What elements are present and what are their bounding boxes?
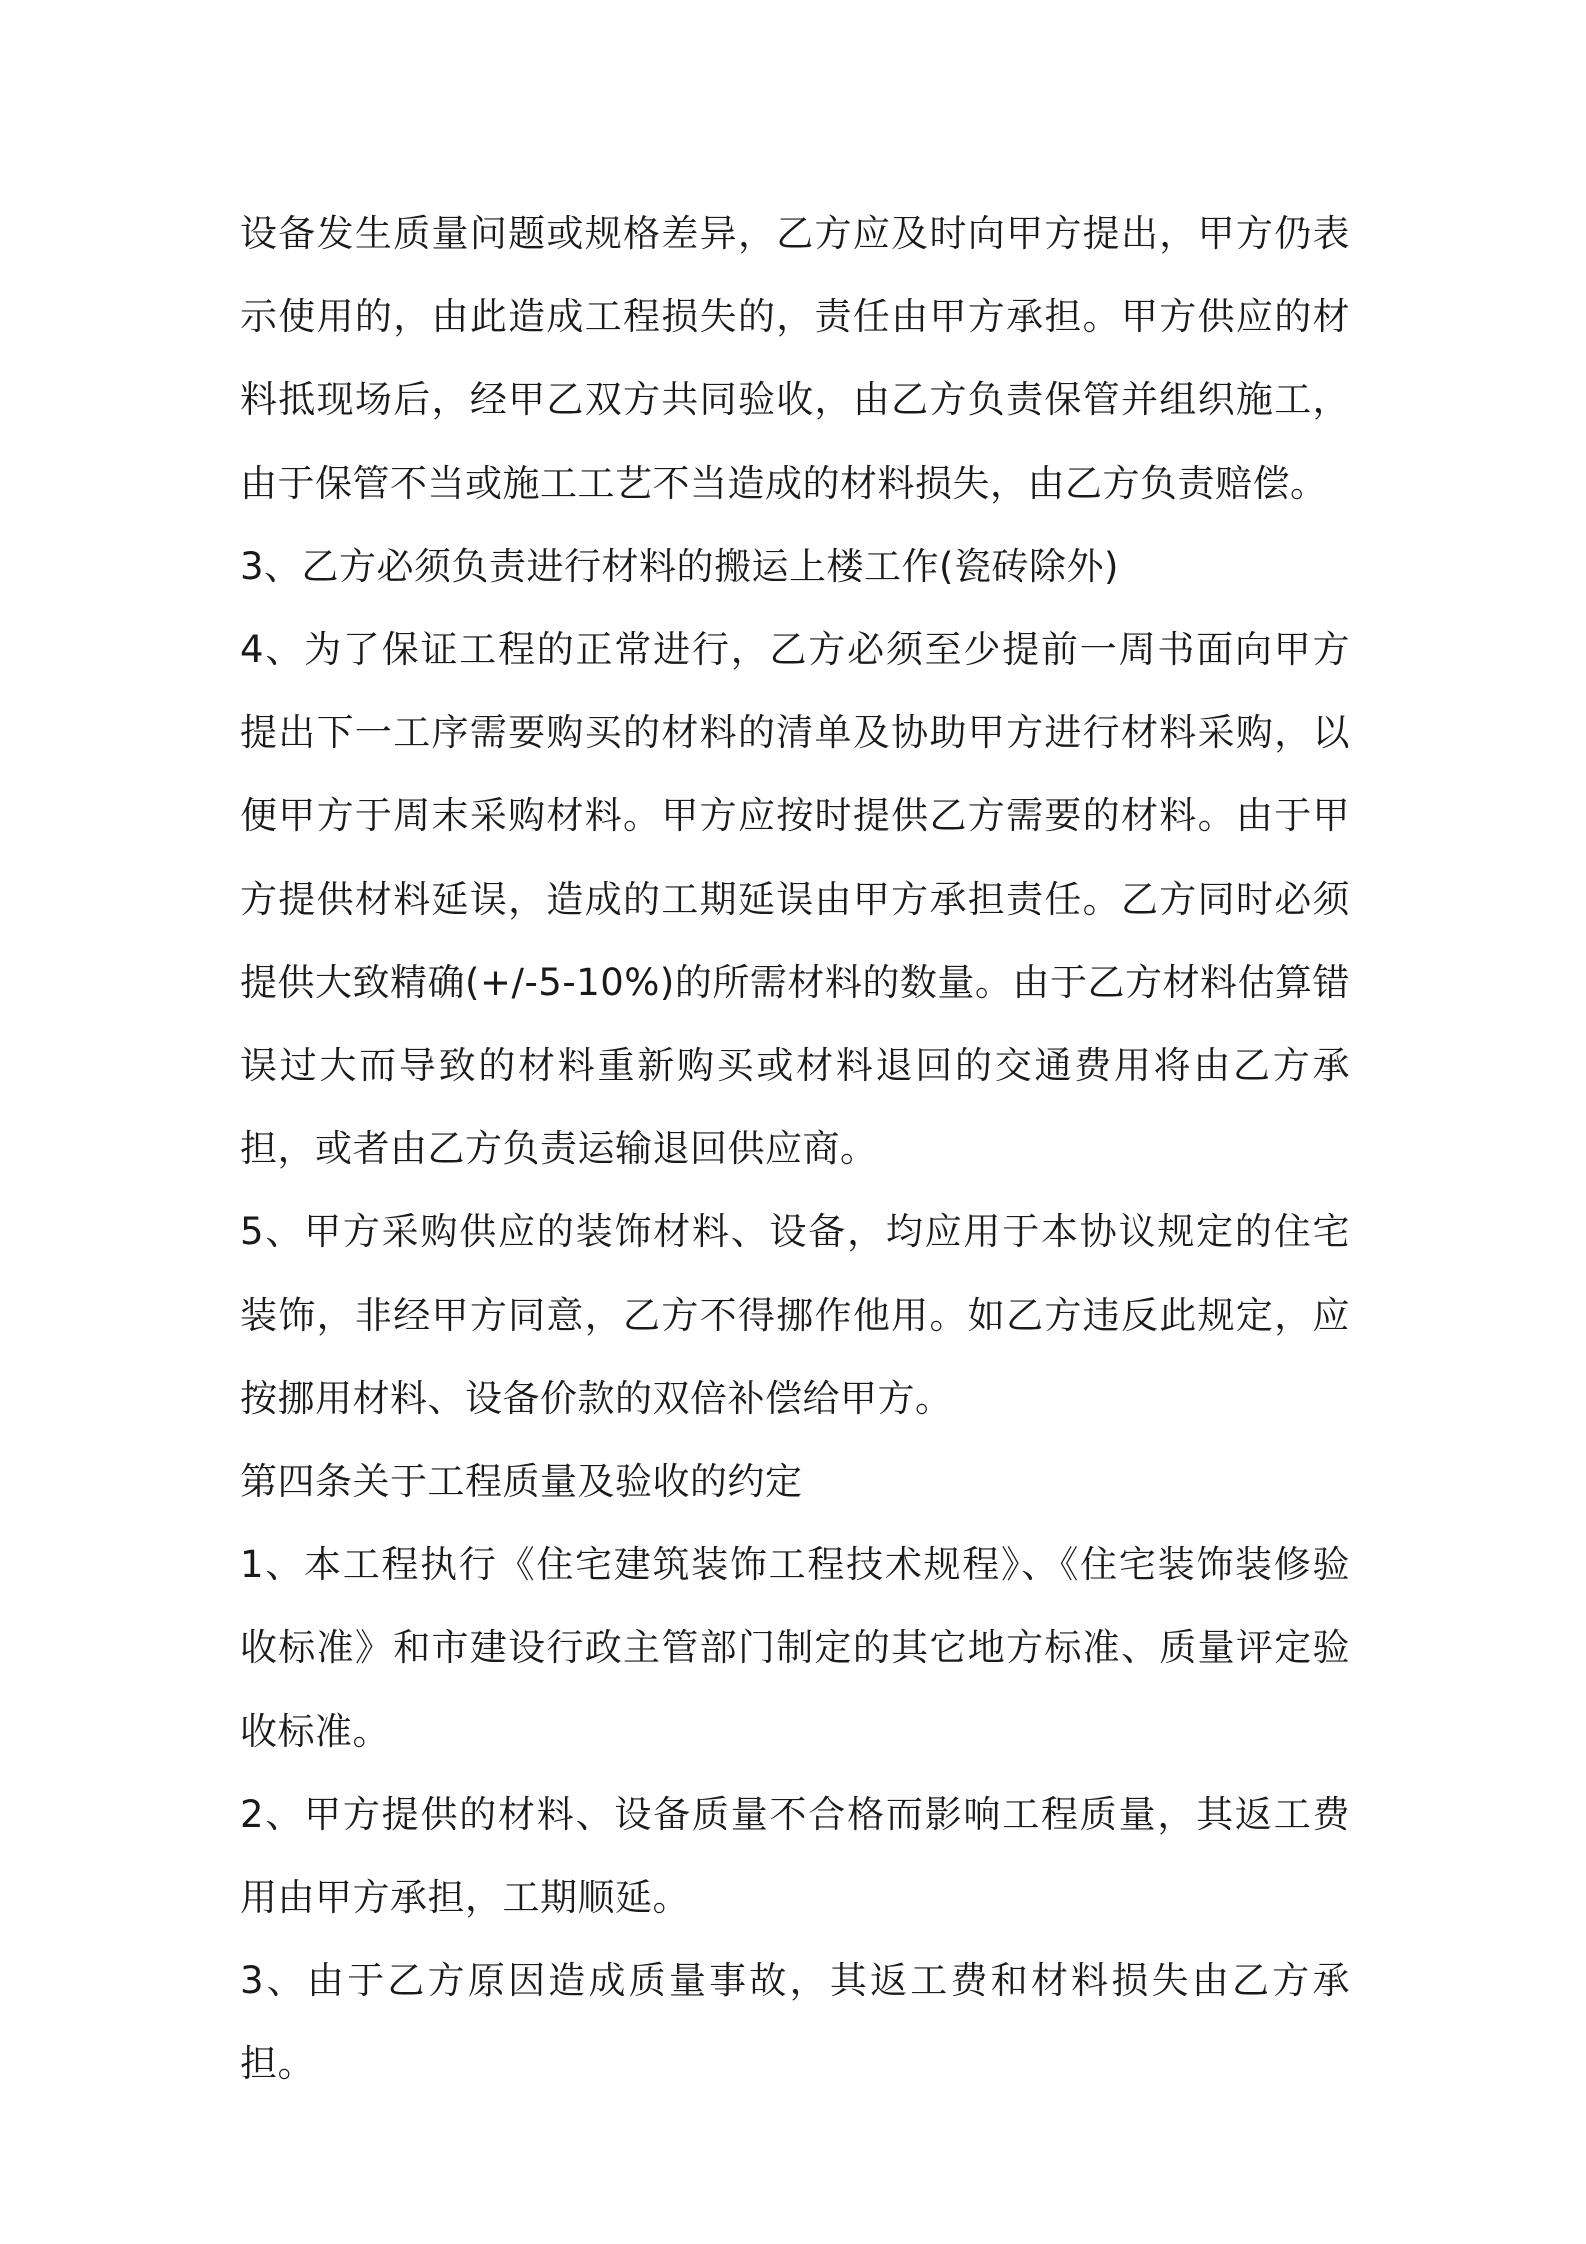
paragraph-item-4-procurement: 4、为了保证工程的正常进行，乙方必须至少提前一周书面向甲方提出下一工序需要购买的材料的清单及协助甲方进行材料采购，以便甲方于周末采购材料。甲方应按时提供乙方需要的材料。由于甲方提供材料延误，造成的工期延误由甲方承担责任。乙方同时必须提供大致精确(+/-5-10%)的所需材料的数量。由于乙方材料估算错误过大而导致的材料重新购买或材料退回的交通费用将由乙方承担，或者由乙方负责运输退回供应商。	[240, 628, 1350, 1171]
paragraph-quality-item-2: 2、甲方提供的材料、设备质量不合格而影响工程质量，其返工费用由甲方承担，工期顺延。	[240, 1792, 1350, 1920]
paragraph-item-5-usage: 5、甲方采购供应的装饰材料、设备，均应用于本协议规定的住宅装饰，非经甲方同意，乙方不得挪作他用。如乙方违反此规定，应按挪用材料、设备价款的双倍补偿给甲方。	[240, 1210, 1350, 1420]
paragraph-quality-item-3: 3、由于乙方原因造成质量事故，其返工费和材料损失由乙方承担。	[240, 1959, 1350, 2086]
section-heading-article-4: 第四条关于工程质量及验收的约定	[240, 1460, 803, 1504]
paragraph-quality-item-1: 1、本工程执行《住宅建筑装饰工程技术规程》、《住宅装饰装修验收标准》和市建设行政主管部门制定的其它地方标准、质量评定验收标准。	[240, 1543, 1350, 1753]
paragraph-material-quality: 设备发生质量问题或规格差异，乙方应及时向甲方提出，甲方仍表示使用的，由此造成工程损失的，责任由甲方承担。甲方供应的材料抵现场后，经甲乙双方共同验收，由乙方负责保管并组织施工，由于保管不当或施工工艺不当造成的材料损失，由乙方负责赔偿。	[240, 212, 1350, 505]
document-body	[240, 192, 1350, 2106]
paragraph-item-3-transport: 3、乙方必须负责进行材料的搬运上楼工作(瓷砖除外)	[240, 544, 1119, 588]
